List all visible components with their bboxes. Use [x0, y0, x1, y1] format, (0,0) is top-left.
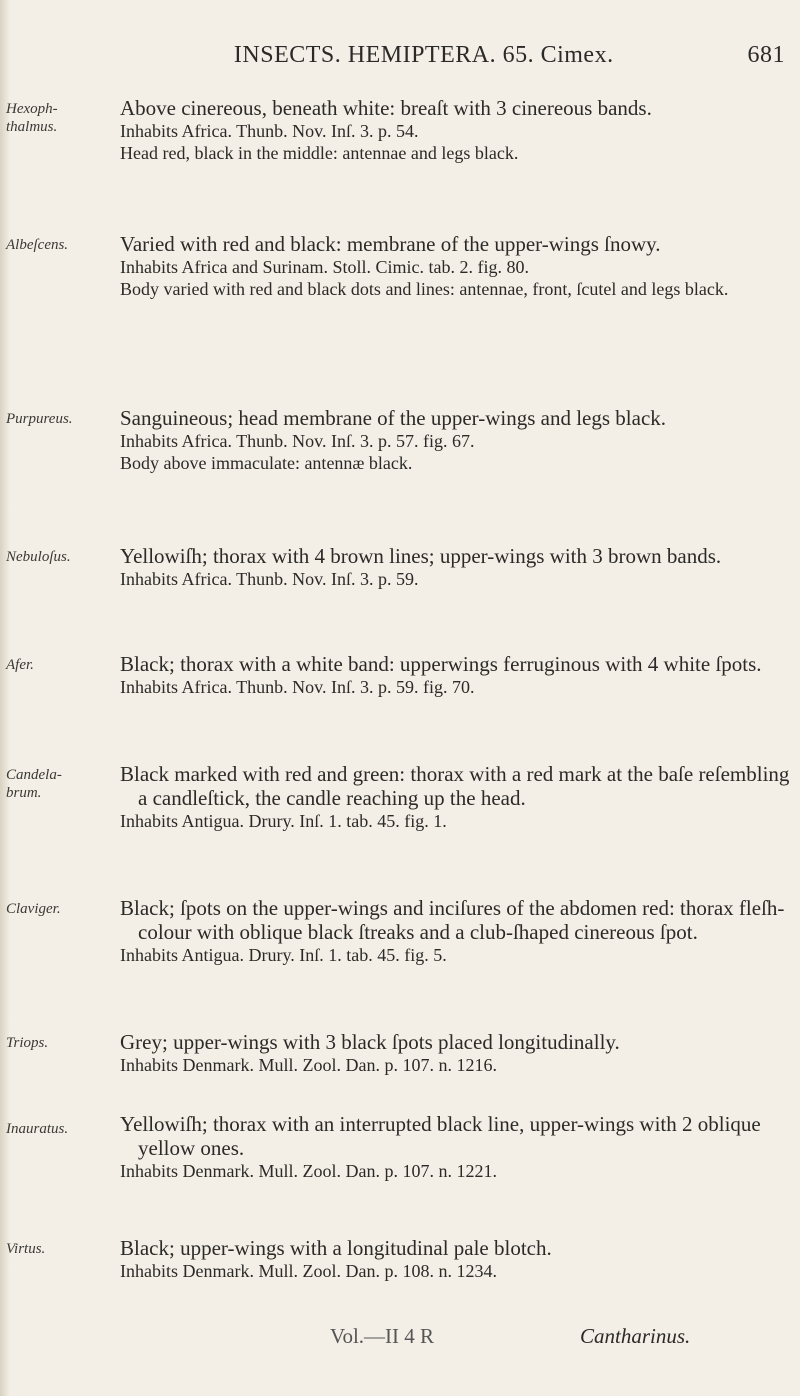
running-title: INSECTS. HEMIPTERA. 65. Cimex. — [233, 42, 614, 68]
species-description: Black; upper-wings with a longitudinal pale blotch. — [120, 1236, 552, 1260]
species-note: Body above immaculate: antennæ black. — [120, 453, 413, 473]
species-name: Nebuloſus. — [6, 549, 71, 565]
species-reference: Inhabits Africa. Thunb. Nov. Inſ. 3. p. 54. — [120, 121, 419, 141]
running-header — [120, 42, 785, 69]
species-reference: Inhabits Africa and Surinam. Stoll. Cimic. tab. 2. fig. 80. — [120, 257, 529, 277]
catchword: Cantharinus. — [580, 1324, 691, 1348]
species-reference: Inhabits Africa. Thunb. Nov. Inſ. 3. p. 59. fig. 70. — [120, 677, 475, 697]
species-description: Varied with red and black: membrane of the upper-wings ſnowy. — [120, 232, 661, 256]
signature-mark: Vol.—II 4 R — [330, 1324, 435, 1348]
species-name: Candela- brum. — [6, 767, 62, 801]
page-gutter-shadow — [0, 0, 10, 1396]
species-description: Above cinereous, beneath white: breaſt with 3 cinereous bands. — [120, 96, 652, 120]
species-reference: Inhabits Denmark. Mull. Zool. Dan. p. 108. n. 1234. — [120, 1261, 497, 1281]
species-reference: Inhabits Antigua. Drury. Inſ. 1. tab. 45. fig. 1. — [120, 811, 447, 831]
species-description: Black; thorax with a white band: upperwings ferruginous with 4 white ſpots. — [120, 652, 762, 676]
species-note: Head red, black in the middle: antennae and legs black. — [120, 143, 519, 163]
species-name: Triops. — [6, 1035, 49, 1051]
species-description: Yellowiſh; thorax with an interrupted black line, upper-wings with 2 oblique yellow ones. — [120, 1112, 761, 1160]
species-reference: Inhabits Africa. Thunb. Nov. Inſ. 3. p. 59. — [120, 569, 419, 589]
species-name: Afer. — [6, 657, 34, 673]
species-description: Black marked with red and green: thorax with a red mark at the baſe reſembling a candleſtick, the candle reaching up the head. — [120, 762, 790, 810]
species-reference: Inhabits Denmark. Mull. Zool. Dan. p. 107. n. 1221. — [120, 1161, 497, 1181]
species-description: Black; ſpots on the upper-wings and inciſures of the abdomen red: thorax fleſh-colour with oblique black ſtreaks and a club-ſhaped cinereous ſpot. — [120, 896, 785, 944]
species-name: Hexoph- thalmus. — [6, 101, 58, 135]
species-name: Inauratus. — [6, 1121, 69, 1137]
species-reference: Inhabits Antigua. Drury. Inſ. 1. tab. 45. fig. 5. — [120, 945, 447, 965]
species-name: Claviger. — [6, 901, 61, 917]
species-description: Yellowiſh; thorax with 4 brown lines; upper-wings with 3 brown bands. — [120, 544, 722, 568]
species-name: Virtus. — [6, 1241, 46, 1257]
species-description: Grey; upper-wings with 3 black ſpots placed longitudinally. — [120, 1030, 620, 1054]
species-name: Albeſcens. — [6, 237, 69, 253]
species-note: Body varied with red and black dots and lines: antennae, front, ſcutel and legs black. — [120, 279, 729, 299]
species-reference: Inhabits Africa. Thunb. Nov. Inſ. 3. p. 57. fig. 67. — [120, 431, 475, 451]
species-reference: Inhabits Denmark. Mull. Zool. Dan. p. 107. n. 1216. — [120, 1055, 497, 1075]
species-description: Sanguineous; head membrane of the upper-wings and legs black. — [120, 406, 667, 430]
species-name: Purpureus. — [6, 411, 73, 427]
page-number: 681 — [747, 42, 785, 68]
